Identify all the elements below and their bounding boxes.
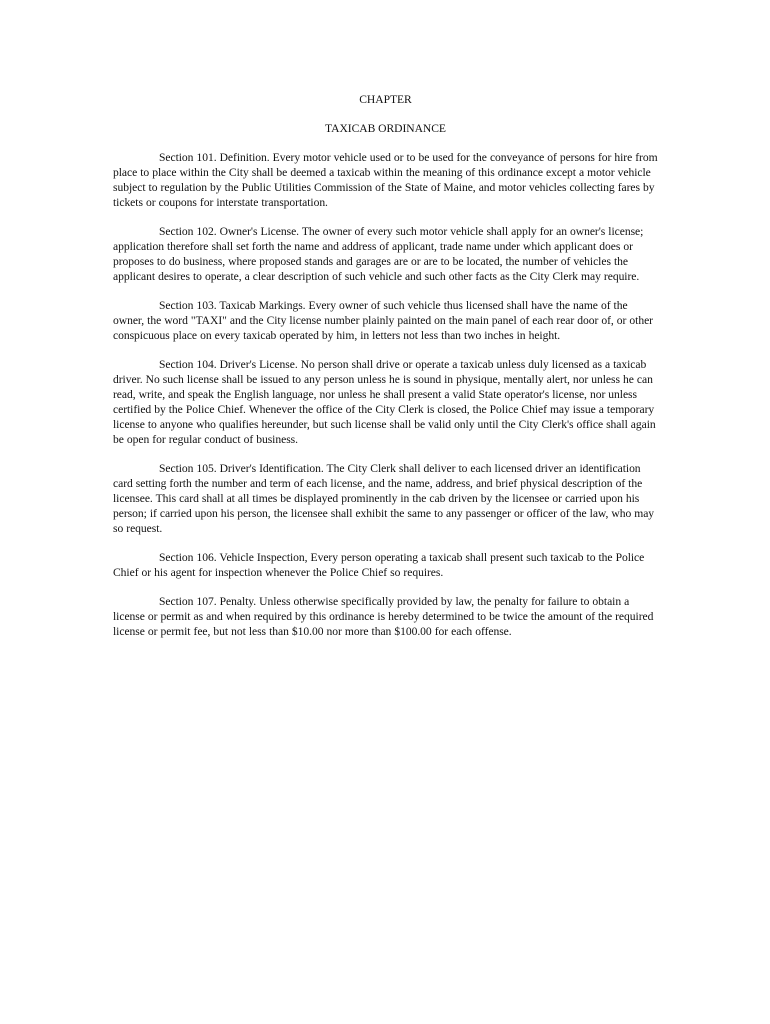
chapter-heading: CHAPTER bbox=[359, 93, 412, 106]
section-103-paragraph: Section 103. Taxicab Markings. Every owner of such vehicle thus licensed shall have the name of the owner, the word "TAXI" and the City license number plainly painted on the main panel of each rear door of, or other conspicuous place on every taxicab operated by him, in letters not less than two inches in height. bbox=[113, 299, 653, 342]
section-102-paragraph: Section 102. Owner's License. The owner of every such motor vehicle shall apply for an owner's license; application therefore shall set forth the name and address of applicant, trade name under which applicant does or proposes to do business, where proposed stands and garages are or are to be located, the number of vehicles the applicant desires to operate, a clear description of such vehicle and such other facts as the City Clerk may require. bbox=[113, 225, 644, 283]
document-page bbox=[113, 92, 658, 653]
document-title: TAXICAB ORDINANCE bbox=[325, 122, 446, 135]
section-104-paragraph: Section 104. Driver's License. No person shall drive or operate a taxicab unless duly licensed as a taxicab driver. No such license shall be issued to any person unless he is sound in physique, mentally alert, nor unless he can read, write, and speak the English language, nor unless he shall present a valid State operator's license, nor unless certified by the Police Chief. Whenever the office of the City Clerk is closed, the Police Chief may issue a temporary license to anyone who qualifies hereunder, but such license shall be valid only until the City Clerk's office shall again be open for regular conduct of business. bbox=[113, 358, 656, 446]
section-101-paragraph: Section 101. Definition. Every motor vehicle used or to be used for the conveyance of persons for hire from place to place within the City shall be deemed a taxicab within the meaning of this ordinance except a motor vehicle subject to regulation by the Public Utilities Commission of the State of Maine, and motor vehicles collecting fares by tickets or coupons for interstate transportation. bbox=[113, 151, 658, 209]
section-105-paragraph: Section 105. Driver's Identification. The City Clerk shall deliver to each licensed driver an identification card setting forth the number and term of each license, and the name, address, and brief physical description of the licensee. This card shall at all times be displayed prominently in the cab driven by the licensee or carried upon his person; if carried upon his person, the licensee shall exhibit the same to any passenger or officer of the law, who may so request. bbox=[113, 462, 655, 535]
section-107-paragraph: Section 107. Penalty. Unless otherwise specifically provided by law, the penalty for failure to obtain a license or permit as and when required by this ordinance is hereby determined to be twice the amount of the required license or permit fee, but not less than $10.00 nor more than $100.00 for each offense. bbox=[113, 595, 654, 638]
section-106-paragraph: Section 106. Vehicle Inspection, Every person operating a taxicab shall present such taxicab to the Police Chief or his agent for inspection whenever the Police Chief so requires. bbox=[113, 551, 645, 579]
